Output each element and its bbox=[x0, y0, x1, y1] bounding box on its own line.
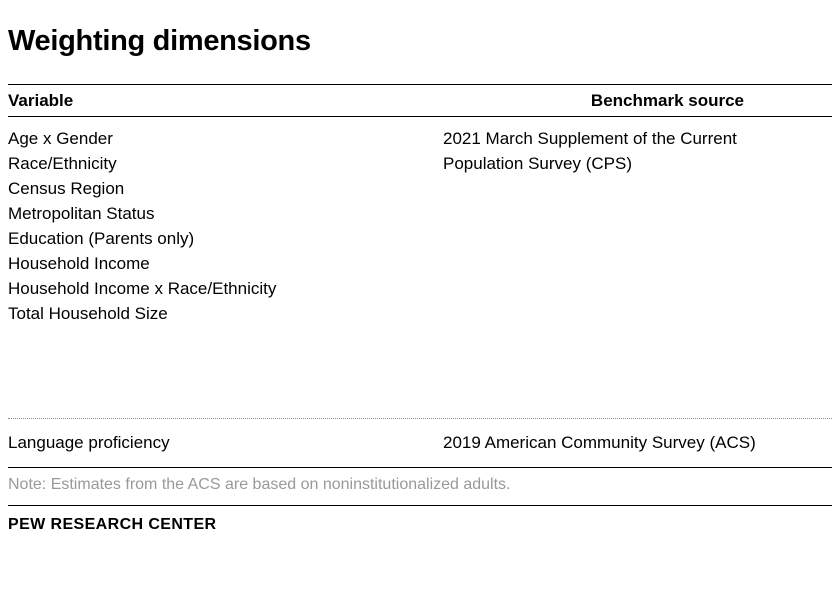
variable-list bbox=[8, 126, 443, 326]
row-spacer bbox=[8, 326, 832, 418]
list-item: Household Income x Race/Ethnicity bbox=[8, 279, 277, 299]
table-header-row bbox=[8, 85, 832, 116]
list-item: Household Income bbox=[8, 254, 150, 274]
table-row bbox=[8, 419, 832, 467]
source-footer: PEW RESEARCH CENTER bbox=[8, 516, 217, 534]
list-item: Census Region bbox=[8, 179, 125, 199]
table-row bbox=[8, 117, 832, 326]
column-header-variable: Variable bbox=[8, 90, 74, 110]
list-item: Age x Gender bbox=[8, 129, 113, 149]
benchmark-source-value: 2019 American Community Survey (ACS) bbox=[443, 433, 756, 453]
list-item: Metropolitan Status bbox=[8, 204, 155, 224]
list-item: Language proficiency bbox=[8, 433, 170, 453]
column-header-benchmark: Benchmark source bbox=[590, 90, 744, 110]
variable-list bbox=[8, 430, 443, 455]
table-note: Note: Estimates from the ACS are based on noninstitutionalized adults. bbox=[8, 476, 511, 494]
benchmark-source-value: 2021 March Supplement of the Current Population Survey (CPS) bbox=[443, 129, 737, 174]
list-item: Race/Ethnicity bbox=[8, 154, 117, 174]
page-title: Weighting dimensions bbox=[8, 25, 311, 57]
table-figure bbox=[0, 26, 840, 612]
list-item: Education (Parents only) bbox=[8, 229, 195, 249]
list-item: Total Household Size bbox=[8, 304, 168, 324]
